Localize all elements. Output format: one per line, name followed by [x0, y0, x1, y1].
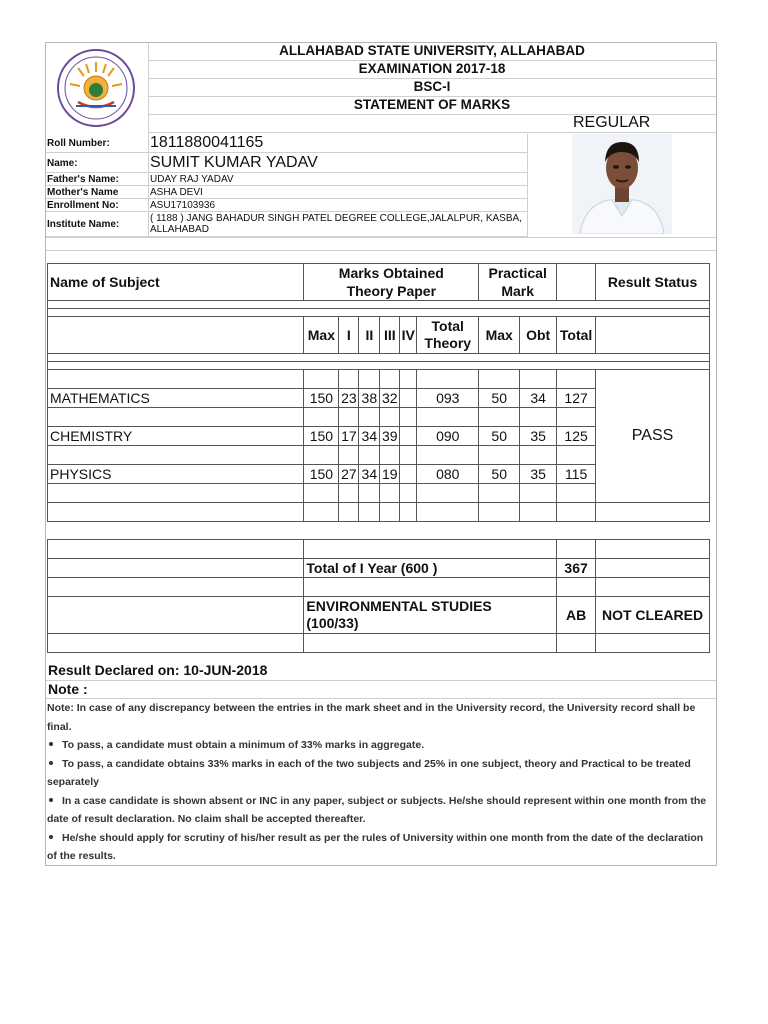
header-practical: Practical Mark [479, 264, 557, 301]
list-item: In a case candidate is shown absent or INC in any paper, subject or subjects. He/she should represent within one month from the date of result declaration. No claim shall be accepted thereafter. [47, 794, 707, 825]
note-main: Note: In case of any discrepancy between the entries in the mark sheet and in the University record, the University record shall be final. [47, 702, 696, 733]
info-divider [148, 134, 149, 237]
university-seal-logo [56, 48, 136, 128]
institute-row: Institute Name: ( 1188 ) JANG BAHADUR SINGH PATEL DEGREE COLLEGE,JALALPUR, KASBA, ALLAHABAD [46, 212, 528, 237]
student-name: SUMIT KUMAR YADAV [150, 154, 318, 171]
enrollment-row: Enrollment No: ASU17103936 [46, 199, 528, 212]
institute-name-line1: ( 1188 ) JANG BAHADUR SINGH PATEL DEGREE COLLEGE,JALALPUR, KASBA, [150, 213, 522, 224]
sub-header-row [48, 317, 710, 354]
roll-number: 1811880041165 [150, 134, 264, 151]
header-marks-obtained: Marks Obtained Theory Paper [304, 264, 479, 301]
bullet-icon [49, 835, 53, 839]
statement-title: STATEMENT OF MARKS [148, 96, 716, 115]
father-name: UDAY RAJ YADAV [150, 174, 234, 185]
name-row: Name: SUMIT KUMAR YADAV [46, 153, 528, 173]
result-declared-date: Result Declared on: 10-JUN-2018 [48, 662, 268, 678]
header-max: Max [304, 317, 339, 354]
header-paper-1: I [339, 317, 359, 354]
header-paper-3: III [380, 317, 400, 354]
spacer-line [46, 250, 716, 251]
list-item: To pass, a candidate must obtain a minimum of 33% marks in aggregate. [47, 736, 711, 755]
mother-name: ASHA DEVI [150, 187, 203, 198]
institute-name-line2: ALLAHABAD [150, 224, 209, 235]
table-header-row [48, 264, 710, 301]
header-practical-max: Max [479, 317, 520, 354]
env-studies-label: ENVIRONMENTAL STUDIES (100/33) [304, 597, 557, 634]
env-studies-row [48, 597, 710, 634]
course-title: BSC-I [148, 78, 716, 97]
total-row [48, 559, 710, 578]
total-value: 367 [557, 559, 596, 578]
notes-list [47, 699, 711, 866]
header-practical-total: Total [557, 317, 596, 354]
bullet-icon [49, 742, 53, 746]
total-label: Total of I Year (600 ) [304, 559, 557, 578]
table-row: MATHEMATICS 150 23 38 32 093 50 34 127 [48, 389, 710, 408]
result-status: PASS [596, 370, 710, 503]
enrollment-number: ASU17103936 [150, 200, 216, 211]
header-result-status: Result Status [596, 264, 710, 301]
student-photo [572, 134, 672, 234]
roll-row: Roll Number: 1811880041165 [46, 134, 528, 153]
logo-divider [148, 42, 149, 134]
header-practical-obt: Obt [520, 317, 557, 354]
list-item: To pass, a candidate obtains 33% marks in each of the two subjects and 25% in one subject, theory and Practical to be treated separately [47, 757, 691, 788]
candidate-type: REGULAR [573, 114, 651, 131]
table-row: PHYSICS 150 27 34 19 080 50 35 115 [48, 465, 710, 484]
university-title: ALLAHABAD STATE UNIVERSITY, ALLAHABAD [148, 42, 716, 61]
note-heading: Note : [48, 681, 88, 697]
env-studies-status: NOT CLEARED [596, 597, 710, 634]
bullet-icon [49, 798, 53, 802]
mother-row: Mother's Name ASHA DEVI [46, 186, 528, 199]
table-row: CHEMISTRY 150 17 34 39 090 50 35 125 [48, 427, 710, 446]
header-paper-2: II [359, 317, 380, 354]
photo-divider [527, 134, 528, 237]
father-row: Father's Name: UDAY RAJ YADAV [46, 173, 528, 186]
header-subject: Name of Subject [48, 264, 304, 301]
header-total-theory: Total Theory [417, 317, 479, 354]
list-item: He/she should apply for scrutiny of his/her result as per the rules of University within one month from the date of the declaration of the results. [47, 831, 704, 862]
bullet-icon [49, 761, 53, 765]
header-paper-4: IV [400, 317, 417, 354]
env-studies-value: AB [557, 597, 596, 634]
exam-title: EXAMINATION 2017-18 [148, 60, 716, 79]
info-bottom-line [46, 237, 716, 238]
marks-table [47, 263, 710, 653]
